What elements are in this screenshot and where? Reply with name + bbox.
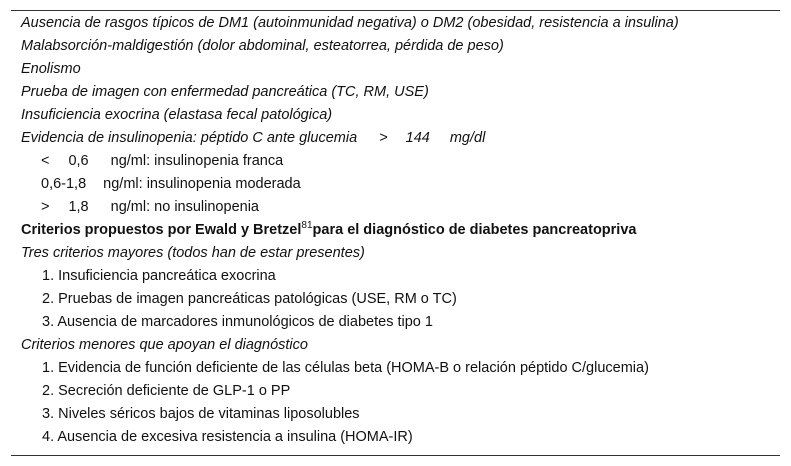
level-row <box>41 196 780 219</box>
list-item: 2. Pruebas de imagen pancreáticas patológicas (USE, RM o TC) <box>42 291 457 307</box>
reference-superscript: 81 <box>301 220 313 231</box>
table-row: Prueba de imagen con enfermedad pancreática (TC, RM, USE) <box>21 84 429 100</box>
criteria-heading <box>21 219 780 242</box>
level-operator: > <box>41 199 50 215</box>
insulinopenia-value: 144 <box>405 130 430 146</box>
level-unit: ng/ml: <box>110 153 151 169</box>
insulinopenia-unit: mg/dl <box>449 130 486 146</box>
level-description: insulinopenia moderada <box>146 176 301 192</box>
level-unit: ng/ml: <box>103 176 143 192</box>
list-item: 1. Insuficiencia pancreática exocrina <box>42 268 276 284</box>
level-description: insulinopenia franca <box>154 153 284 169</box>
table-row: Malabsorción-maldigestión (dolor abdominal, esteatorrea, pérdida de peso) <box>21 38 504 54</box>
level-operator: < <box>41 153 50 169</box>
level-description: no insulinopenia <box>154 199 259 215</box>
criteria-heading-start: Criterios propuestos por Ewald y Bretzel <box>21 222 302 238</box>
list-item: 4. Ausencia de excesiva resistencia a insulina (HOMA-IR) <box>42 429 413 445</box>
insulinopenia-row <box>21 127 780 150</box>
table-row: Insuficiencia exocrina (elastasa fecal patológica) <box>21 107 333 123</box>
level-value: 0,6 <box>68 153 89 169</box>
major-criteria-heading: Tres criterios mayores (todos han de estar presentes) <box>21 245 365 261</box>
criteria-heading-end: para el diagnóstico de diabetes pancreatopriva <box>312 222 637 238</box>
insulinopenia-operator: > <box>379 130 388 146</box>
list-item: 1. Evidencia de función deficiente de las células beta (HOMA-B o relación péptido C/glucemia) <box>42 360 649 376</box>
list-item: 3. Niveles séricos bajos de vitaminas liposolubles <box>42 406 360 422</box>
list-item: 2. Secreción deficiente de GLP-1 o PP <box>42 383 291 399</box>
criteria-table <box>11 10 780 456</box>
insulinopenia-label: Evidencia de insulinopenia: péptido C ante glucemia <box>21 130 358 146</box>
table-row: Ausencia de rasgos típicos de DM1 (autoinmunidad negativa) o DM2 (obesidad, resistencia a insulina) <box>21 15 679 31</box>
level-unit: ng/ml: <box>110 199 151 215</box>
list-item: 3. Ausencia de marcadores inmunológicos de diabetes tipo 1 <box>42 314 433 330</box>
level-value: 0,6-1,8 <box>41 176 87 192</box>
level-row <box>41 173 780 196</box>
level-value: 1,8 <box>68 199 89 215</box>
minor-criteria-heading: Criterios menores que apoyan el diagnóstico <box>21 337 308 353</box>
table-row: Enolismo <box>21 61 81 77</box>
level-row <box>41 150 780 173</box>
